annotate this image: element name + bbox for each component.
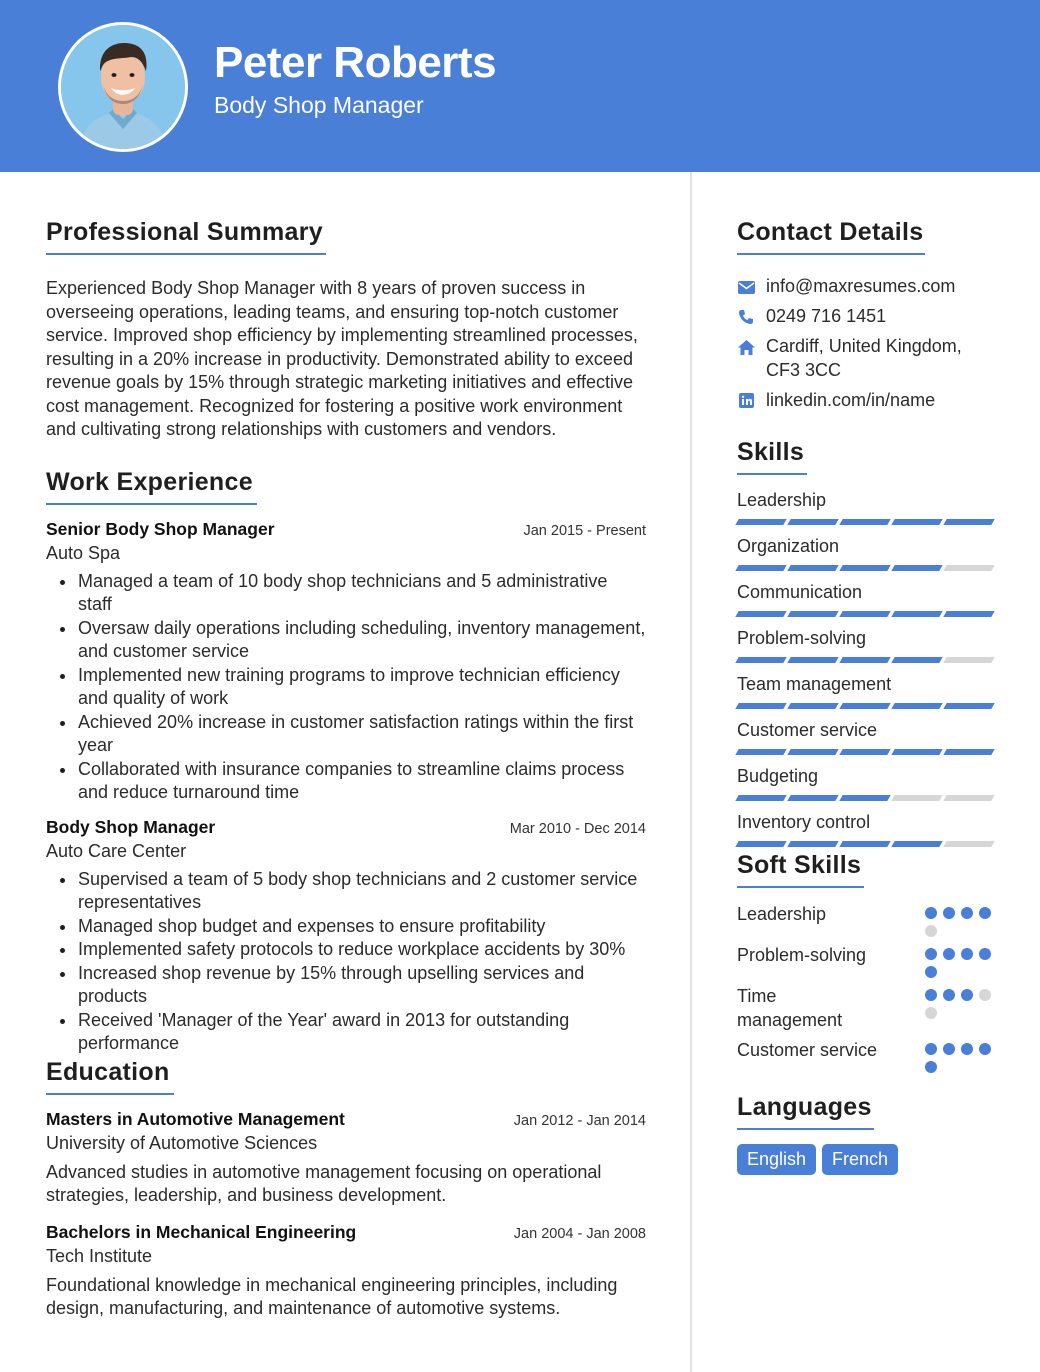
skill-level-segment	[943, 795, 994, 801]
skill-level-bar	[737, 565, 997, 571]
rating-dot	[925, 1061, 937, 1073]
skill-level-segment	[943, 749, 994, 755]
list-item: Achieved 20% increase in customer satisfaction ratings within the first year	[46, 711, 646, 758]
rating-dot	[961, 989, 973, 1001]
experience-heading: Work Experience	[46, 468, 257, 505]
job-entry	[46, 817, 646, 1056]
avatar	[58, 22, 188, 152]
phone-text[interactable]: 0249 716 1451	[766, 306, 887, 326]
sidebar-column	[737, 172, 997, 1175]
soft-skill-name: Problem-solving	[737, 945, 867, 965]
skill-level-segment	[735, 565, 786, 571]
skill-level-segment	[891, 841, 942, 847]
skill-level-segment	[787, 749, 838, 755]
education-entry	[46, 1222, 646, 1321]
skill-level-segment	[891, 565, 942, 571]
education-description: Foundational knowledge in mechanical engineering principles, including design, manufacturing, and maintenance of automotive systems.	[46, 1274, 618, 1318]
skill-level-segment	[787, 657, 838, 663]
soft-skills-list	[737, 902, 997, 1073]
skill-level-segment	[839, 749, 890, 755]
phone-icon	[737, 308, 755, 326]
school-name: Tech Institute	[46, 1245, 153, 1266]
skill-level-segment	[735, 611, 786, 617]
skill-level-segment	[891, 795, 942, 801]
skill-level-segment	[735, 749, 786, 755]
education-date: Jan 2004 - Jan 2008	[513, 1225, 646, 1242]
skill-level-segment	[787, 703, 838, 709]
education-entry	[46, 1109, 646, 1208]
skill-level-segment	[787, 565, 838, 571]
contact-list	[737, 275, 997, 412]
list-item: Managed shop budget and expenses to ensure profitability	[46, 915, 646, 939]
skill-level-bar	[737, 795, 997, 801]
main-column	[46, 172, 646, 1321]
rating-dot	[979, 989, 991, 1001]
rating-dot	[979, 948, 991, 960]
contact-email	[737, 275, 997, 299]
rating-dot	[925, 907, 937, 919]
skill-name: Customer service	[737, 720, 878, 740]
skill-name: Team management	[737, 674, 892, 694]
rating-dot	[925, 948, 937, 960]
home-icon	[737, 338, 755, 356]
skill-level-segment	[839, 841, 890, 847]
education-heading: Education	[46, 1058, 174, 1095]
linkedin-text[interactable]: linkedin.com/in/name	[766, 389, 936, 410]
skill-level-segment	[839, 519, 890, 525]
skill-level-segment	[787, 519, 838, 525]
rating-dot	[943, 948, 955, 960]
job-date: Jan 2015 - Present	[523, 522, 646, 539]
rating-dot	[943, 907, 955, 919]
degree-title: Masters in Automotive Management	[46, 1108, 345, 1129]
job-title: Senior Body Shop Manager	[46, 518, 275, 539]
soft-skill-row	[737, 902, 997, 937]
list-item: Implemented new training programs to improve technician efficiency and quality of work	[46, 664, 646, 711]
email-text[interactable]: info@maxresumes.com	[766, 276, 956, 296]
skill-level-segment	[839, 703, 890, 709]
soft-skill-rating	[925, 984, 997, 1019]
language-badge: French	[822, 1144, 898, 1175]
skill-name: Leadership	[737, 490, 827, 510]
soft-skill-rating	[925, 902, 997, 937]
list-item: Managed a team of 10 body shop technicians and 5 administrative staff	[46, 570, 646, 617]
rating-dot	[925, 989, 937, 1001]
skill-name: Organization	[737, 536, 840, 556]
skill-level-segment	[839, 795, 890, 801]
job-company: Auto Spa	[46, 542, 121, 563]
contact-phone	[737, 305, 997, 329]
skill-level-segment	[891, 519, 942, 525]
rating-dot	[925, 925, 937, 937]
job-title: Body Shop Manager	[46, 816, 216, 837]
summary-heading: Professional Summary	[46, 218, 326, 255]
candidate-role: Body Shop Manager	[214, 92, 424, 118]
school-name: University of Automotive Sciences	[46, 1132, 318, 1153]
skill-level-bar	[737, 657, 997, 663]
rating-dot	[979, 907, 991, 919]
rating-dot	[943, 1043, 955, 1055]
resume-header	[0, 0, 1040, 172]
skill-name: Problem-solving	[737, 628, 867, 648]
language-badge: English	[737, 1144, 816, 1175]
skill-level-bar	[737, 611, 997, 617]
list-item: Received 'Manager of the Year' award in 2013 for outstanding performance	[46, 1009, 646, 1056]
soft-skill-name: Time management	[737, 986, 843, 1030]
address-text: Cardiff, United Kingdom, CF3 3CC	[766, 336, 962, 380]
list-item: Oversaw daily operations including scheduling, inventory management, and customer service	[46, 617, 646, 664]
skill-level-segment	[735, 657, 786, 663]
summary-text: Experienced Body Shop Manager with 8 years of proven success in overseeing operations, leading teams, and ensuring top-notch customer service. Improved shop efficiency by implementing streamlined processes, resulting in a 20% increase in productivity. Demonstrated ability to exceed revenue goals by 15% through strategic marketing initiatives and effective cost management. Recognized for fostering a positive work environment and cultivating strong relationships with customers and vendors.	[46, 278, 638, 439]
languages-heading: Languages	[737, 1093, 874, 1130]
list-item: Implemented safety protocols to reduce workplace accidents by 30%	[46, 938, 646, 962]
skill-level-bar	[737, 703, 997, 709]
education-date: Jan 2012 - Jan 2014	[513, 1112, 646, 1129]
skill-level-segment	[735, 703, 786, 709]
skill-level-segment	[735, 519, 786, 525]
rating-dot	[961, 1043, 973, 1055]
job-entry	[46, 519, 646, 805]
skills-list	[737, 489, 997, 847]
soft-skill-row	[737, 984, 997, 1032]
rating-dot	[961, 948, 973, 960]
rating-dot	[925, 966, 937, 978]
skill-name: Inventory control	[737, 812, 871, 832]
rating-dot	[943, 989, 955, 1001]
skill-level-bar	[737, 841, 997, 847]
job-date: Mar 2010 - Dec 2014	[509, 820, 646, 837]
skill-level-segment	[943, 841, 994, 847]
skill-level-segment	[839, 611, 890, 617]
soft-skill-row	[737, 1038, 997, 1073]
linkedin-icon	[737, 392, 755, 410]
skill-level-segment	[839, 657, 890, 663]
contact-address	[737, 335, 997, 382]
skill-level-segment	[943, 565, 994, 571]
skill-level-segment	[943, 519, 994, 525]
skill-level-segment	[787, 611, 838, 617]
skill-level-segment	[787, 841, 838, 847]
contact-linkedin	[737, 389, 997, 413]
skill-level-segment	[839, 565, 890, 571]
skill-level-bar	[737, 519, 997, 525]
soft-skill-name: Leadership	[737, 904, 827, 924]
skill-level-segment	[787, 795, 838, 801]
skill-level-segment	[891, 657, 942, 663]
rating-dot	[979, 1043, 991, 1055]
profile-photo	[61, 25, 185, 149]
skill-level-segment	[735, 841, 786, 847]
rating-dot	[925, 1007, 937, 1019]
job-company: Auto Care Center	[46, 840, 187, 861]
soft-skill-rating	[925, 943, 997, 978]
rating-dot	[925, 1043, 937, 1055]
soft-skill-rating	[925, 1038, 997, 1073]
job-bullets	[46, 868, 646, 1056]
skill-level-bar	[737, 749, 997, 755]
contact-heading: Contact Details	[737, 218, 925, 255]
education-description: Advanced studies in automotive management focusing on operational strategies, leadership, and business development.	[46, 1161, 602, 1205]
envelope-icon	[737, 278, 755, 296]
skill-level-segment	[943, 657, 994, 663]
skill-name: Budgeting	[737, 766, 819, 786]
skill-name: Communication	[737, 582, 863, 602]
job-bullets	[46, 570, 646, 805]
column-divider	[690, 172, 692, 1372]
skills-heading: Skills	[737, 438, 807, 475]
skill-level-segment	[735, 795, 786, 801]
degree-title: Bachelors in Mechanical Engineering	[46, 1221, 357, 1242]
list-item: Collaborated with insurance companies to streamline claims process and reduce turnaround time	[46, 758, 646, 805]
list-item: Increased shop revenue by 15% through upselling services and products	[46, 962, 646, 1009]
soft-skill-row	[737, 943, 997, 978]
skill-level-segment	[891, 749, 942, 755]
skill-level-segment	[943, 703, 994, 709]
list-item: Supervised a team of 5 body shop technicians and 2 customer service representatives	[46, 868, 646, 915]
soft-skill-name: Customer service	[737, 1040, 878, 1060]
skill-level-segment	[943, 611, 994, 617]
soft-skills-heading: Soft Skills	[737, 851, 864, 888]
rating-dot	[961, 907, 973, 919]
skill-level-segment	[891, 703, 942, 709]
candidate-name: Peter Roberts	[214, 38, 497, 87]
skill-level-segment	[891, 611, 942, 617]
languages-list	[737, 1144, 997, 1175]
